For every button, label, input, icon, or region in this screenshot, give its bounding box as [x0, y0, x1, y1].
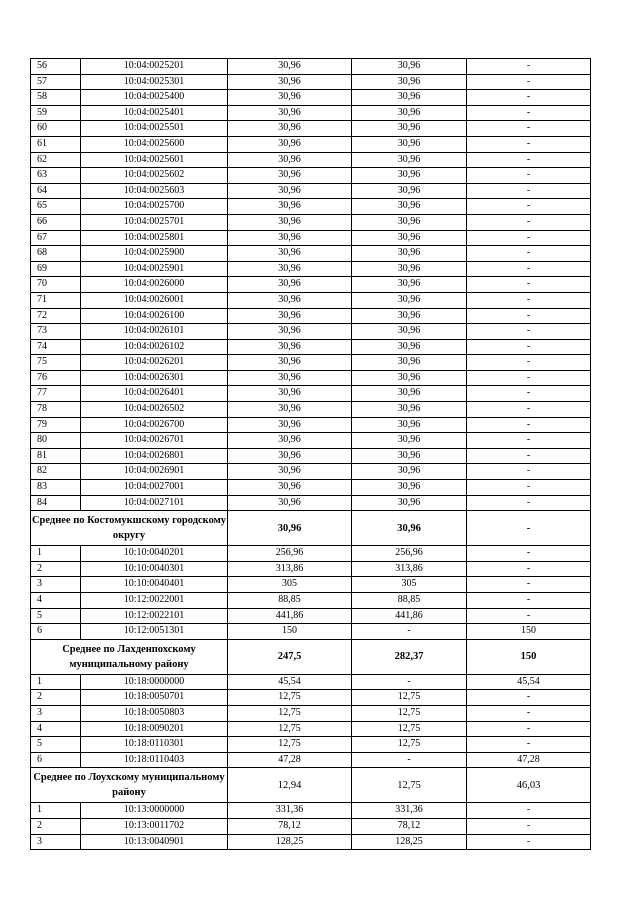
- value-col-1: 30,96: [228, 136, 352, 152]
- value-col-1: 30,96: [228, 433, 352, 449]
- table-row: [31, 246, 591, 262]
- value-col-3: -: [467, 834, 591, 850]
- row-number: 2: [31, 561, 81, 577]
- cadastral-quarter: 10:04:0025301: [81, 74, 228, 90]
- value-col-3: -: [467, 355, 591, 371]
- value-col-3: -: [467, 136, 591, 152]
- row-number: 6: [31, 752, 81, 768]
- table-row: [31, 74, 591, 90]
- value-col-1: 30,96: [228, 230, 352, 246]
- value-col-3: -: [467, 433, 591, 449]
- value-col-3: -: [467, 690, 591, 706]
- value-col-1: 30,96: [228, 339, 352, 355]
- row-number: 2: [31, 818, 81, 834]
- value-col-3: -: [467, 803, 591, 819]
- table-row: [31, 168, 591, 184]
- cadastral-quarter: 10:18:0050701: [81, 690, 228, 706]
- table-row: [31, 152, 591, 168]
- row-number: 4: [31, 593, 81, 609]
- summary-value-3: -: [467, 511, 591, 546]
- value-col-1: 305: [228, 577, 352, 593]
- value-col-2: 30,96: [352, 121, 467, 137]
- value-col-1: 30,96: [228, 214, 352, 230]
- value-col-3: -: [467, 480, 591, 496]
- value-col-2: 305: [352, 577, 467, 593]
- table-row: [31, 705, 591, 721]
- value-col-1: 441,86: [228, 608, 352, 624]
- cadastral-quarter: 10:04:0026100: [81, 308, 228, 324]
- value-col-3: -: [467, 546, 591, 562]
- value-col-1: 30,96: [228, 308, 352, 324]
- cadastral-quarter: 10:04:0025501: [81, 121, 228, 137]
- table-row: [31, 546, 591, 562]
- value-col-3: -: [467, 59, 591, 75]
- table-row: [31, 737, 591, 753]
- value-col-2: 30,96: [352, 495, 467, 511]
- cadastral-quarter: 10:10:0040301: [81, 561, 228, 577]
- table-row: [31, 624, 591, 640]
- table-row: [31, 386, 591, 402]
- row-number: 5: [31, 737, 81, 753]
- value-col-1: 47,28: [228, 752, 352, 768]
- table-row: [31, 690, 591, 706]
- value-col-2: 30,96: [352, 136, 467, 152]
- table-row: [31, 339, 591, 355]
- value-col-1: 30,96: [228, 417, 352, 433]
- row-number: 56: [31, 59, 81, 75]
- value-col-1: 30,96: [228, 261, 352, 277]
- row-number: 69: [31, 261, 81, 277]
- value-col-3: -: [467, 339, 591, 355]
- value-col-1: 30,96: [228, 168, 352, 184]
- table-row: [31, 608, 591, 624]
- table-row: [31, 752, 591, 768]
- value-col-2: 12,75: [352, 721, 467, 737]
- value-col-1: 30,96: [228, 370, 352, 386]
- value-col-3: -: [467, 277, 591, 293]
- value-col-2: 30,96: [352, 199, 467, 215]
- summary-label: Среднее по Лахденпохскому муниципальному району: [31, 639, 228, 674]
- data-table: [30, 58, 591, 850]
- value-col-1: 30,96: [228, 152, 352, 168]
- value-col-2: 12,75: [352, 690, 467, 706]
- row-number: 4: [31, 721, 81, 737]
- row-number: 62: [31, 152, 81, 168]
- table-row: [31, 561, 591, 577]
- summary-value-2: 12,75: [352, 768, 467, 803]
- table-row: [31, 59, 591, 75]
- cadastral-quarter: 10:04:0025201: [81, 59, 228, 75]
- value-col-3: -: [467, 737, 591, 753]
- value-col-3: -: [467, 370, 591, 386]
- row-number: 71: [31, 292, 81, 308]
- value-col-3: -: [467, 561, 591, 577]
- value-col-3: 150: [467, 624, 591, 640]
- table-row: [31, 433, 591, 449]
- row-number: 82: [31, 464, 81, 480]
- value-col-3: -: [467, 386, 591, 402]
- value-col-1: 313,86: [228, 561, 352, 577]
- cadastral-quarter: 10:04:0025603: [81, 183, 228, 199]
- value-col-3: -: [467, 577, 591, 593]
- value-col-3: -: [467, 183, 591, 199]
- row-number: 66: [31, 214, 81, 230]
- cadastral-quarter: 10:04:0025700: [81, 199, 228, 215]
- summary-value-2: 30,96: [352, 511, 467, 546]
- cadastral-quarter: 10:04:0026301: [81, 370, 228, 386]
- row-number: 76: [31, 370, 81, 386]
- row-number: 74: [31, 339, 81, 355]
- cadastral-quarter: 10:18:0110301: [81, 737, 228, 753]
- row-number: 2: [31, 690, 81, 706]
- row-number: 63: [31, 168, 81, 184]
- value-col-2: -: [352, 624, 467, 640]
- cadastral-quarter: 10:04:0027101: [81, 495, 228, 511]
- value-col-2: 30,96: [352, 433, 467, 449]
- value-col-1: 12,75: [228, 690, 352, 706]
- value-col-3: -: [467, 261, 591, 277]
- row-number: 73: [31, 324, 81, 340]
- row-number: 58: [31, 90, 81, 106]
- value-col-2: 30,96: [352, 308, 467, 324]
- row-number: 57: [31, 74, 81, 90]
- row-number: 61: [31, 136, 81, 152]
- value-col-3: -: [467, 308, 591, 324]
- cadastral-quarter: 10:12:0022001: [81, 593, 228, 609]
- row-number: 3: [31, 834, 81, 850]
- value-col-1: 30,96: [228, 324, 352, 340]
- value-col-2: 78,12: [352, 818, 467, 834]
- table-row: [31, 593, 591, 609]
- table-row: [31, 199, 591, 215]
- value-col-2: 30,96: [352, 105, 467, 121]
- cadastral-quarter: 10:04:0025900: [81, 246, 228, 262]
- value-col-3: -: [467, 214, 591, 230]
- value-col-1: 30,96: [228, 74, 352, 90]
- value-col-1: 30,96: [228, 355, 352, 371]
- value-col-3: -: [467, 90, 591, 106]
- value-col-2: 12,75: [352, 705, 467, 721]
- cadastral-quarter: 10:04:0026000: [81, 277, 228, 293]
- cadastral-quarter: 10:10:0040401: [81, 577, 228, 593]
- row-number: 70: [31, 277, 81, 293]
- value-col-3: -: [467, 246, 591, 262]
- summary-row: [31, 639, 591, 674]
- cadastral-quarter: 10:04:0025801: [81, 230, 228, 246]
- value-col-2: 313,86: [352, 561, 467, 577]
- value-col-1: 88,85: [228, 593, 352, 609]
- value-col-1: 12,75: [228, 737, 352, 753]
- table-row: [31, 261, 591, 277]
- value-col-2: 128,25: [352, 834, 467, 850]
- value-col-1: 12,75: [228, 721, 352, 737]
- value-col-2: 30,96: [352, 402, 467, 418]
- cadastral-quarter: 10:04:0026101: [81, 324, 228, 340]
- value-col-1: 30,96: [228, 105, 352, 121]
- table-row: [31, 308, 591, 324]
- row-number: 5: [31, 608, 81, 624]
- value-col-1: 30,96: [228, 246, 352, 262]
- row-number: 78: [31, 402, 81, 418]
- value-col-1: 30,96: [228, 90, 352, 106]
- value-col-1: 30,96: [228, 199, 352, 215]
- value-col-3: -: [467, 464, 591, 480]
- value-col-3: -: [467, 292, 591, 308]
- value-col-1: 30,96: [228, 386, 352, 402]
- summary-row: [31, 768, 591, 803]
- summary-label: Среднее по Лоухскому муниципальному району: [31, 768, 228, 803]
- row-number: 72: [31, 308, 81, 324]
- row-number: 65: [31, 199, 81, 215]
- value-col-3: -: [467, 168, 591, 184]
- table-row: [31, 495, 591, 511]
- value-col-3: -: [467, 402, 591, 418]
- value-col-2: 30,96: [352, 152, 467, 168]
- cadastral-quarter: 10:13:0000000: [81, 803, 228, 819]
- cadastral-quarter: 10:04:0026102: [81, 339, 228, 355]
- cadastral-quarter: 10:13:0040901: [81, 834, 228, 850]
- value-col-3: -: [467, 495, 591, 511]
- cadastral-quarter: 10:04:0026502: [81, 402, 228, 418]
- value-col-2: 30,96: [352, 464, 467, 480]
- value-col-2: 441,86: [352, 608, 467, 624]
- value-col-3: -: [467, 593, 591, 609]
- cadastral-quarter: 10:10:0040201: [81, 546, 228, 562]
- table-row: [31, 417, 591, 433]
- table-row: [31, 577, 591, 593]
- cadastral-quarter: 10:18:0090201: [81, 721, 228, 737]
- table-row: [31, 136, 591, 152]
- table-row: [31, 818, 591, 834]
- cadastral-quarter: 10:04:0026001: [81, 292, 228, 308]
- row-number: 68: [31, 246, 81, 262]
- cadastral-quarter: 10:04:0025602: [81, 168, 228, 184]
- value-col-3: -: [467, 818, 591, 834]
- value-col-1: 150: [228, 624, 352, 640]
- table-row: [31, 324, 591, 340]
- value-col-2: 30,96: [352, 59, 467, 75]
- cadastral-quarter: 10:04:0026700: [81, 417, 228, 433]
- value-col-3: -: [467, 608, 591, 624]
- value-col-3: -: [467, 152, 591, 168]
- row-number: 1: [31, 546, 81, 562]
- summary-value-1: 12,94: [228, 768, 352, 803]
- row-number: 1: [31, 674, 81, 690]
- summary-value-3: 46,03: [467, 768, 591, 803]
- row-number: 1: [31, 803, 81, 819]
- value-col-3: -: [467, 199, 591, 215]
- cadastral-quarter: 10:12:0022101: [81, 608, 228, 624]
- value-col-2: 30,96: [352, 74, 467, 90]
- value-col-2: 30,96: [352, 339, 467, 355]
- table-row: [31, 834, 591, 850]
- value-col-1: 30,96: [228, 121, 352, 137]
- row-number: 67: [31, 230, 81, 246]
- value-col-3: -: [467, 74, 591, 90]
- value-col-2: 331,36: [352, 803, 467, 819]
- value-col-3: -: [467, 121, 591, 137]
- value-col-2: 30,96: [352, 277, 467, 293]
- value-col-2: 30,96: [352, 355, 467, 371]
- row-number: 3: [31, 577, 81, 593]
- cadastral-quarter: 10:04:0027001: [81, 480, 228, 496]
- table-row: [31, 105, 591, 121]
- table-row: [31, 402, 591, 418]
- value-col-2: 30,96: [352, 480, 467, 496]
- row-number: 84: [31, 495, 81, 511]
- value-col-3: -: [467, 324, 591, 340]
- cadastral-quarter: 10:04:0025401: [81, 105, 228, 121]
- table-row: [31, 674, 591, 690]
- summary-row: [31, 511, 591, 546]
- cadastral-quarter: 10:04:0026701: [81, 433, 228, 449]
- value-col-1: 30,96: [228, 292, 352, 308]
- table-row: [31, 277, 591, 293]
- row-number: 80: [31, 433, 81, 449]
- value-col-1: 45,54: [228, 674, 352, 690]
- cadastral-quarter: 10:04:0026201: [81, 355, 228, 371]
- value-col-2: 30,96: [352, 261, 467, 277]
- value-col-1: 78,12: [228, 818, 352, 834]
- value-col-3: -: [467, 705, 591, 721]
- cadastral-quarter: 10:04:0025601: [81, 152, 228, 168]
- table-row: [31, 464, 591, 480]
- value-col-2: 12,75: [352, 737, 467, 753]
- value-col-1: 30,96: [228, 59, 352, 75]
- value-col-1: 12,75: [228, 705, 352, 721]
- value-col-1: 30,96: [228, 183, 352, 199]
- cadastral-quarter: 10:04:0025600: [81, 136, 228, 152]
- cadastral-quarter: 10:18:0050803: [81, 705, 228, 721]
- table-row: [31, 480, 591, 496]
- summary-value-1: 247,5: [228, 639, 352, 674]
- value-col-2: 30,96: [352, 168, 467, 184]
- value-col-2: 30,96: [352, 324, 467, 340]
- value-col-1: 30,96: [228, 402, 352, 418]
- value-col-2: -: [352, 752, 467, 768]
- cadastral-quarter: 10:04:0025701: [81, 214, 228, 230]
- row-number: 6: [31, 624, 81, 640]
- cadastral-quarter: 10:04:0026801: [81, 448, 228, 464]
- table-row: [31, 121, 591, 137]
- value-col-2: 30,96: [352, 246, 467, 262]
- summary-value-3: 150: [467, 639, 591, 674]
- value-col-3: 47,28: [467, 752, 591, 768]
- value-col-2: 30,96: [352, 214, 467, 230]
- table-row: [31, 721, 591, 737]
- cadastral-quarter: 10:04:0026901: [81, 464, 228, 480]
- summary-value-1: 30,96: [228, 511, 352, 546]
- value-col-2: 256,96: [352, 546, 467, 562]
- row-number: 75: [31, 355, 81, 371]
- row-number: 77: [31, 386, 81, 402]
- value-col-1: 30,96: [228, 480, 352, 496]
- value-col-1: 30,96: [228, 464, 352, 480]
- value-col-3: -: [467, 417, 591, 433]
- cadastral-quarter: 10:04:0025901: [81, 261, 228, 277]
- value-col-1: 30,96: [228, 448, 352, 464]
- value-col-2: 30,96: [352, 230, 467, 246]
- row-number: 79: [31, 417, 81, 433]
- table-row: [31, 370, 591, 386]
- value-col-1: 30,96: [228, 495, 352, 511]
- table-row: [31, 230, 591, 246]
- row-number: 81: [31, 448, 81, 464]
- cadastral-quarter: 10:04:0025400: [81, 90, 228, 106]
- value-col-2: 88,85: [352, 593, 467, 609]
- summary-value-2: 282,37: [352, 639, 467, 674]
- value-col-2: 30,96: [352, 386, 467, 402]
- value-col-3: -: [467, 230, 591, 246]
- value-col-2: 30,96: [352, 417, 467, 433]
- value-col-2: 30,96: [352, 90, 467, 106]
- row-number: 83: [31, 480, 81, 496]
- summary-label: Среднее по Костомукшскому городскому округу: [31, 511, 228, 546]
- row-number: 3: [31, 705, 81, 721]
- table-row: [31, 214, 591, 230]
- row-number: 60: [31, 121, 81, 137]
- value-col-2: 30,96: [352, 448, 467, 464]
- value-col-2: 30,96: [352, 183, 467, 199]
- cadastral-quarter: 10:12:0051301: [81, 624, 228, 640]
- table-row: [31, 803, 591, 819]
- value-col-2: 30,96: [352, 370, 467, 386]
- value-col-3: -: [467, 448, 591, 464]
- value-col-3: -: [467, 105, 591, 121]
- table-row: [31, 90, 591, 106]
- value-col-1: 256,96: [228, 546, 352, 562]
- table-row: [31, 355, 591, 371]
- value-col-2: -: [352, 674, 467, 690]
- cadastral-quarter: 10:18:0000000: [81, 674, 228, 690]
- value-col-1: 30,96: [228, 277, 352, 293]
- table-row: [31, 183, 591, 199]
- value-col-3: 45,54: [467, 674, 591, 690]
- table-row: [31, 292, 591, 308]
- value-col-2: 30,96: [352, 292, 467, 308]
- cadastral-quarter: 10:04:0026401: [81, 386, 228, 402]
- table-body: [31, 59, 591, 850]
- value-col-3: -: [467, 721, 591, 737]
- value-col-1: 128,25: [228, 834, 352, 850]
- row-number: 64: [31, 183, 81, 199]
- cadastral-quarter: 10:13:0011702: [81, 818, 228, 834]
- row-number: 59: [31, 105, 81, 121]
- value-col-1: 331,36: [228, 803, 352, 819]
- cadastral-quarter: 10:18:0110403: [81, 752, 228, 768]
- table-row: [31, 448, 591, 464]
